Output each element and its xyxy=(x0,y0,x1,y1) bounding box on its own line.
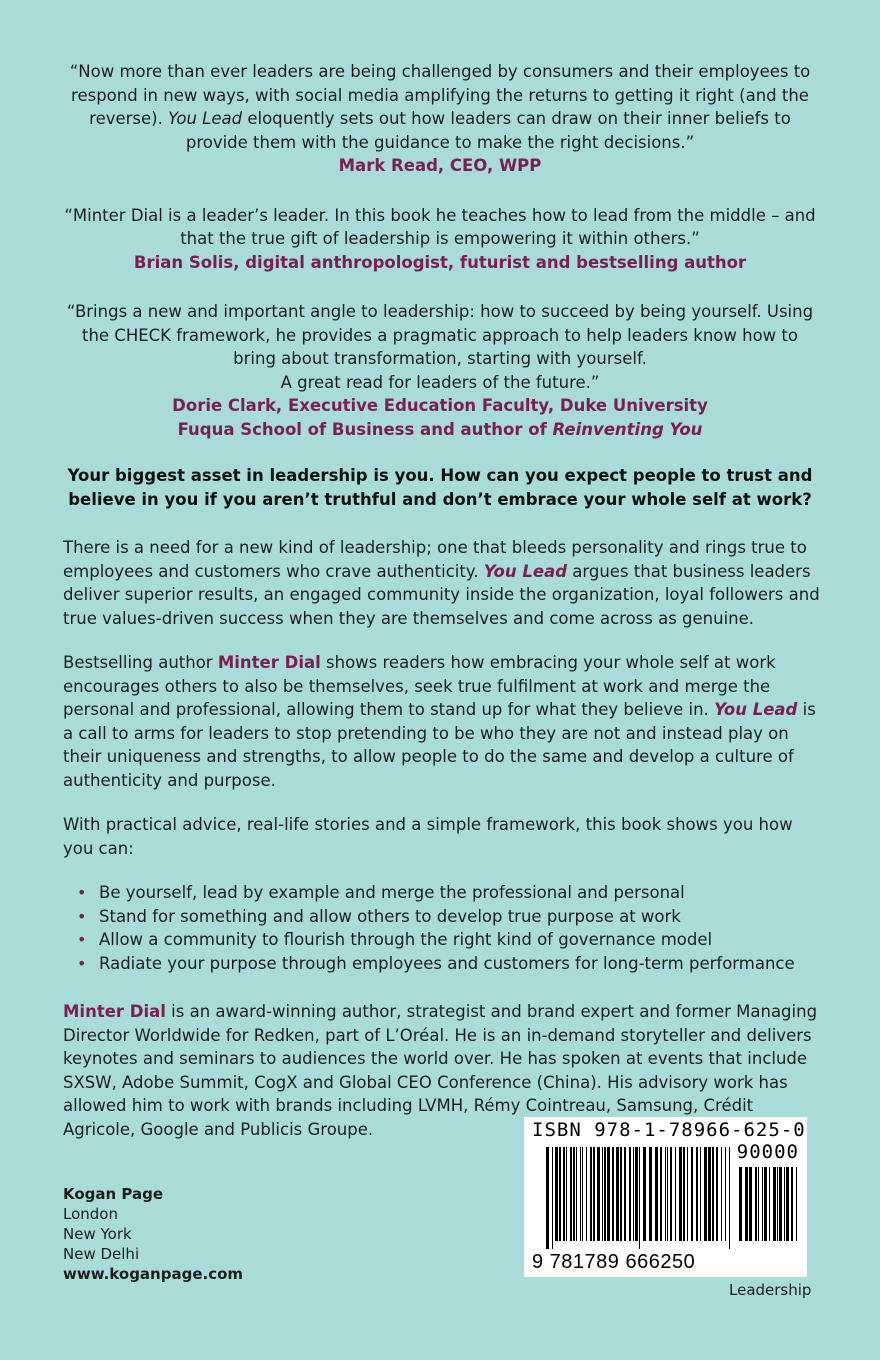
barcode-bar xyxy=(791,1167,793,1241)
list-item: • Radiate your purpose through employees and customers for long-term performance xyxy=(77,952,823,976)
barcode-bar xyxy=(607,1147,610,1241)
publisher-city: New York xyxy=(63,1225,132,1243)
barcode-bar xyxy=(700,1147,701,1241)
author-name: Minter Dial xyxy=(63,1002,166,1021)
bullet-icon: • xyxy=(77,883,87,902)
barcode-bar xyxy=(612,1147,614,1241)
price-addon: 90000 xyxy=(736,1141,799,1163)
barcode-bar xyxy=(580,1147,581,1241)
barcode-bar xyxy=(633,1147,634,1241)
barcode-digits: 9 781789 666250 xyxy=(532,1251,696,1273)
isbn-label: ISBN 978-1-78966-625-0 xyxy=(532,1119,806,1141)
barcode-bar xyxy=(649,1147,652,1241)
list-item: • Be yourself, lead by example and merge the professional and personal xyxy=(77,881,823,905)
publisher-city: New Delhi xyxy=(63,1245,140,1263)
book-title: You Lead xyxy=(714,700,798,719)
publisher-name: Kogan Page xyxy=(63,1185,164,1203)
barcode-bar xyxy=(729,1147,730,1249)
barcode-bar xyxy=(593,1147,595,1241)
barcode-bar xyxy=(712,1147,714,1241)
barcode-bar xyxy=(769,1167,770,1241)
barcode-bar xyxy=(570,1147,572,1241)
endorsement-dorie-clark xyxy=(60,300,820,441)
barcode-bar xyxy=(546,1147,549,1249)
barcode-bar xyxy=(566,1147,567,1241)
book-description xyxy=(63,536,823,1162)
isbn-barcode xyxy=(524,1117,807,1277)
barcode-bar xyxy=(745,1167,748,1241)
barcode-bar xyxy=(687,1147,688,1241)
barcode-bar xyxy=(635,1147,638,1241)
barcode-bar xyxy=(796,1167,797,1241)
barcode-bar xyxy=(679,1147,682,1241)
quote-attribution-line2: Fuqua School of Business and author of Reinventing You xyxy=(177,419,703,439)
barcode-bar xyxy=(624,1147,626,1241)
endorsement-mark-read xyxy=(60,60,820,178)
barcode-bars xyxy=(546,1147,734,1249)
list-item: • Allow a community to flourish through the right kind of governance model xyxy=(77,928,823,952)
quote-text: “Brings a new and important angle to leadership: how to succeed by being yourself. Using the CHECK framework, he provides a pragmatic approach to help leaders know how to bring about transformation, starting with yourself. xyxy=(66,302,814,368)
barcode-bar xyxy=(670,1147,672,1241)
book-title: You Lead xyxy=(483,561,568,581)
barcode-bar xyxy=(616,1147,619,1241)
barcode-bar xyxy=(721,1147,722,1241)
barcode-bar xyxy=(708,1147,711,1241)
description-paragraph: There is a need for a new kind of leadership; one that bleeds personality and rings true to employees and customers who crave authenticity. You Lead argues that business leaders deliver superior results, an engaged community inside the organization, loyal followers and true values-driven success when they are themselves and come across as genuine. xyxy=(63,538,820,628)
category-label: Leadership xyxy=(729,1281,812,1299)
barcode-bar xyxy=(764,1167,767,1241)
publisher-city: London xyxy=(63,1205,118,1223)
author-name: Minter Dial xyxy=(217,653,321,672)
quote-text: “Now more than ever leaders are being challenged by consumers and their employees to respond in new ways, with social media amplifying the returns to getting it right (and the reverse). You Lead eloquently sets out how leaders can draw on their inner beliefs to provide them with the guidance to make the right decisions.” xyxy=(69,62,811,152)
barcode-bar xyxy=(749,1167,752,1241)
barcode-bar xyxy=(762,1167,763,1241)
barcode-bar xyxy=(665,1147,666,1241)
barcode-bar xyxy=(563,1147,565,1241)
barcode-bar xyxy=(675,1147,676,1241)
quote-attribution: Brian Solis, digital anthropologist, futurist and bestselling author xyxy=(133,252,747,272)
barcode-bar xyxy=(586,1147,587,1241)
barcode-bar xyxy=(590,1147,592,1241)
quote-text: “Minter Dial is a leader’s leader. In this book he teaches how to lead from the middle – and that the true gift of leadership is empowering it within others.” xyxy=(64,205,816,248)
barcode-bar xyxy=(755,1167,757,1241)
description-paragraph: Bestselling author Minter Dial shows readers how embracing your whole self at work encourages others to also be themselves, seek true fulfilment at work and merge the personal and professional, allowing them to stand up for what they believe in. You Lead is a call to arms for leaders to stop pretending to be who they are not and instead play on their uniqueness and strengths, to allow people to do the same and develop a culture of authenticity and purpose. xyxy=(63,653,816,790)
barcode-bar xyxy=(573,1147,575,1241)
barcode-bar xyxy=(704,1147,707,1241)
barcode-bar xyxy=(555,1147,558,1241)
barcode-bar xyxy=(602,1147,603,1241)
barcode-bar xyxy=(639,1147,640,1249)
barcode-bar xyxy=(582,1147,583,1241)
barcode-bar xyxy=(773,1167,776,1241)
barcode-bar xyxy=(758,1167,759,1241)
author-bio: Minter Dial is an award-winning author, strategist and brand expert and former Managing Director Worldwide for Redken, part of L’Oréal. He is an in-demand storyteller and delivers keynotes and seminars to audiences the world over. He has spoken at events that include SXSW, Adobe Summit, CogX and Global CEO Conference (China). His advisory work has allowed him to work with brands including LVMH, Rémy Cointreau, Samsung, Crédit Agricole, Google and Publicis Groupe. xyxy=(63,1002,818,1139)
barcode-bar xyxy=(786,1167,789,1241)
publisher-url: www.koganpage.com xyxy=(63,1265,244,1283)
barcode-bar xyxy=(691,1147,693,1241)
barcode-bar xyxy=(597,1147,600,1241)
barcode-bar xyxy=(779,1167,782,1241)
barcode-bar xyxy=(620,1147,622,1241)
barcode-bar xyxy=(696,1147,698,1241)
barcode-bar xyxy=(667,1147,668,1241)
addon-barcode-bars xyxy=(739,1167,801,1249)
bullet-icon: • xyxy=(77,930,87,949)
endorsements xyxy=(60,60,820,467)
barcode-bar xyxy=(576,1147,577,1241)
barcode-bar xyxy=(739,1167,742,1241)
barcode-bar xyxy=(559,1147,561,1241)
bullet-list xyxy=(63,881,823,975)
quote-attribution: Dorie Clark, Executive Education Faculty, Duke University xyxy=(172,396,708,415)
barcode-bar xyxy=(784,1167,785,1241)
barcode-bar xyxy=(683,1147,685,1241)
barcode-bar xyxy=(629,1147,631,1241)
description-paragraph: With practical advice, real-life stories and a simple framework, this book shows you how you can: xyxy=(63,815,793,858)
list-item: • Stand for something and allow others to develop true purpose at work xyxy=(77,905,823,929)
quote-attribution: Mark Read, CEO, WPP xyxy=(338,156,542,175)
barcode-bar xyxy=(643,1147,646,1241)
barcode-bar xyxy=(777,1167,778,1241)
publisher-block xyxy=(63,1184,243,1284)
barcode-bar xyxy=(716,1147,718,1241)
barcode-bar xyxy=(604,1147,606,1241)
bullet-icon: • xyxy=(77,906,87,926)
endorsement-brian-solis xyxy=(60,204,820,275)
headline: Your biggest asset in leadership is you. How can you expect people to trust and believe in you if you aren’t truthful and don’t embrace your whole self at work? xyxy=(67,466,813,509)
bullet-icon: • xyxy=(77,953,87,973)
barcode-bar xyxy=(725,1147,726,1241)
barcode-bar xyxy=(655,1147,658,1241)
quote-text-line2: A great read for leaders of the future.” xyxy=(280,372,600,392)
barcode-bar xyxy=(660,1147,662,1241)
barcode-bar xyxy=(552,1147,553,1249)
